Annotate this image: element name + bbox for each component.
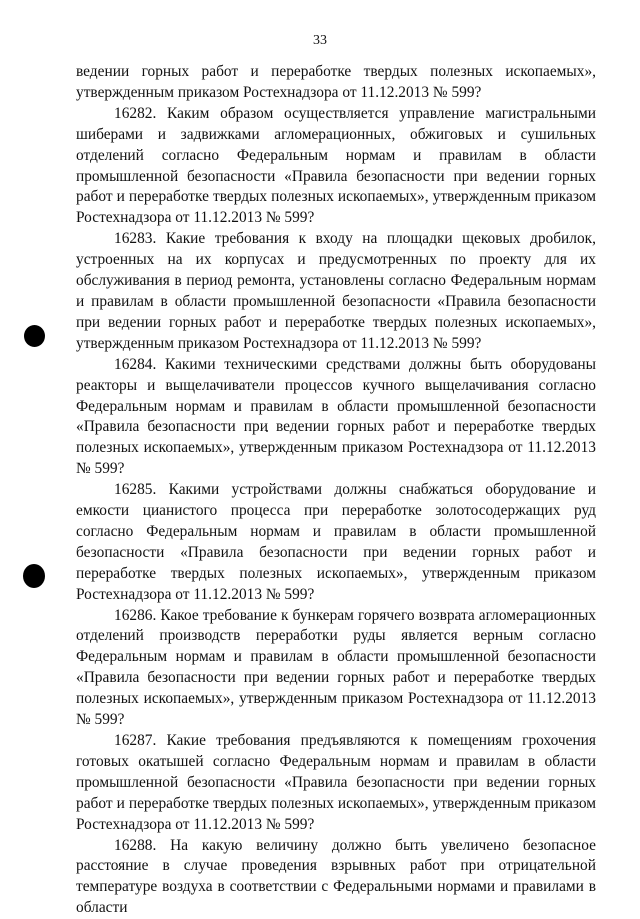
question-16285: 16285. Какими устройствами должны снабжаться оборудование и емкости цианистого процесса при переработке золотосодержащих руд согласно Федеральным нормам и правилам в области промышленной безопасности «Правила безопасности при ведении горных работ и переработке твердых полезных ископаемых», утвержденным приказом Ростехнадзора от 11.12.2013 № 599? [76, 481, 596, 603]
question-16287: 16287. Какие требования предъявляются к помещениям грохочения готовых окатышей согласно Федеральным нормам и правилам в области промышленной безопасности «Правила безопасности при ведении горных работ и переработке твердых полезных ископаемых», утвержденным приказом Ростехнадзора от 11.12.2013 № 599? [76, 732, 596, 833]
question-16282: 16282. Каким образом осуществляется управление магистральными шиберами и задвижками агломерационных, обжиговых и сушильных отделений согласно Федеральным нормам и правилам в области промышленной безопасности «Правила безопасности при ведении горных работ и переработке твердых полезных ископаемых», утвержденным приказом Ростехнадзора от 11.12.2013 № 599? [76, 104, 596, 227]
punch-hole-upper [24, 325, 45, 347]
paragraph-continuation: ведении горных работ и переработке твердых полезных ископаемых», утвержденным приказом Ростехнадзора от 11.12.2013 № 599? [76, 63, 596, 101]
question-16288: 16288. На какую величину должно быть увеличено безопасное расстояние в случае проведения взрывных работ при отрицательной температуре воздуха в соответствии с Федеральными нормами и правилами в области [76, 836, 596, 917]
question-16283: 16283. Какие требования к входу на площадки щековых дробилок, устроенных на их корпусах и предусмотренных по проекту для их обслуживания в период ремонта, установлены согласно Федеральным нормам и правилам в области промышленной безопасности «Правила безопасности при ведении горных работ и переработке твердых полезных ископаемых», утвержденным приказом Ростехнадзора от 11.12.2013 № 599? [76, 230, 596, 352]
page-number: 33 [313, 33, 327, 48]
document-body [76, 62, 596, 919]
question-16286: 16286. Какое требование к бункерам горячего возврата агломерационных отделений производств переработки руды является верным согласно Федеральным нормам и правилам в области промышленной безопасности «Правила безопасности при ведении горных работ и переработке твердых полезных ископаемых», утвержденным приказом Ростехнадзора от 11.12.2013 № 599? [76, 606, 596, 729]
question-16284: 16284. Какими техническими средствами должны быть оборудованы реакторы и выщелачиватели процессов кучного выщелачивания согласно Федеральным нормам и правилам в области промышленной безопасности «Правила безопасности при ведении горных работ и переработке твердых полезных ископаемых», утвержденным приказом Ростехнадзора от 11.12.2013 № 599? [76, 355, 596, 478]
punch-hole-lower [23, 564, 45, 588]
